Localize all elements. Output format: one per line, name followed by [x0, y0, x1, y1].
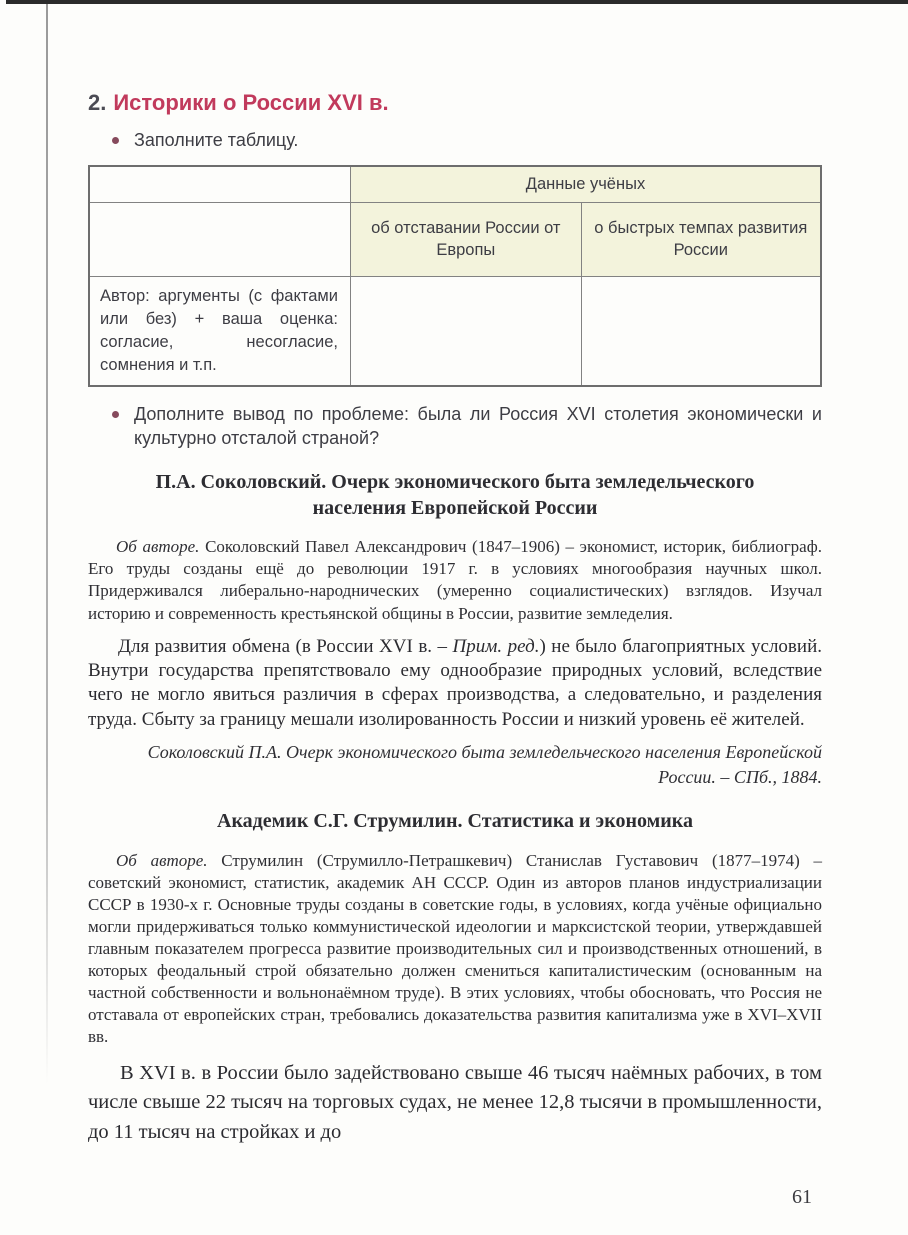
- source2-quote-paragraph: В XVI в. в России было задействовано свыше 46 тысяч наёмных рабочих, в том числе свыше 22 тысяч на торговых судах, не менее 12,8 тысячи в промышленности, до 11 тысяч на стройках и до: [88, 1061, 822, 1143]
- source1-citation: Соколовский П.А. Очерк экономического быта земледельческого населения Европейской России. – СПб., 1884.: [147, 741, 822, 788]
- task-item-conclusion: [112, 403, 822, 451]
- section-heading: [88, 90, 822, 116]
- table-cell-answer-fast: [581, 276, 821, 386]
- page-number: 61: [792, 1186, 812, 1208]
- quote-text: Для развития обмена (в России XVI в. –: [118, 635, 453, 657]
- table-header-fast-development: о быстрых темпах развития России: [581, 202, 821, 276]
- source2-heading: Академик С.Г. Струмилин. Статистика и экономика: [217, 810, 693, 833]
- scan-edge-top: [6, 0, 908, 4]
- task-text: Заполните таблицу.: [134, 130, 299, 151]
- bullet-icon: [112, 137, 119, 144]
- about-body: Соколовский Павел Александрович (1847–1906) – экономист, историк, библиограф. Его труды созданы ещё до революции 1917 г. в условиях многообразия научных школ. Придерживался либерально-народнических (умеренно социалистических) взглядов. Изучал историю и современность крестьянской общины в России, развитие земледелия.: [88, 537, 822, 623]
- table-row-label-author-arguments: Автор: аргументы (с фактами или без) + ваша оценка: согласие, несогласие, сомнения и т.п.: [89, 276, 351, 386]
- source2-about-paragraph: [88, 850, 822, 1049]
- quote-text: ) не было благоприятных условий. Внутри государства препятствовало ему однообразие природных условий, вследствие чего не могло явиться различия в сферах производства, а следовательно, и разделения труда. Сбыту за границу мешали изолированность России и низкий уровень её жителей.: [88, 635, 822, 730]
- bullet-icon: [112, 411, 119, 418]
- table-cell-answer-lag: [351, 276, 582, 386]
- section-number: 2.: [88, 90, 107, 115]
- editor-note: Прим. ред.: [452, 635, 540, 657]
- table-row: [89, 202, 821, 276]
- comparison-table: [88, 165, 822, 387]
- about-body: Струмилин (Струмилло-Петрашкевич) Станислав Густавович (1877–1974) – советский экономист, статистик, академик АН СССР. Один из авторов планов индустриализации СССР в 1930-х г. Основные труды созданы в советские годы, в условиях, когда учёные официально могли придерживаться только коммунистической идеологии и марксистской теории, утверждавшей главным показателем прогресса развитие производительных сил и производственных отношений, в которых феодальный строй обязательно должен смениться капиталистическим (основанным на частной собственности и вольнонаёмном труде). В этих условиях, чтобы обосновать, что Россия не отставала от европейских стран, требовались доказательства развития капитализма уже в XVI–XVII вв.: [88, 850, 823, 1047]
- table-cell-empty: [89, 202, 351, 276]
- about-lead: Об авторе.: [116, 850, 208, 870]
- table-row: [89, 166, 821, 202]
- source1-quote-paragraph: [88, 635, 822, 732]
- task-item-fill-table: [112, 129, 822, 153]
- table-header-lagging-russia: об отставании России от Европы: [351, 202, 582, 276]
- table-cell-empty: [89, 166, 351, 202]
- table-header-data-of-scholars: Данные учёных: [351, 166, 822, 202]
- source1-heading: П.А. Соколовский. Очерк экономического быта земледельческого населения Европейской России: [155, 470, 755, 519]
- page-content: [88, 90, 822, 1148]
- table-row: [89, 276, 821, 386]
- section-title: Историки о России XVI в.: [113, 90, 389, 115]
- about-lead: Об авторе.: [116, 537, 200, 557]
- task-text: Дополните вывод по проблеме: была ли Россия XVI столетия экономически и культурно отсталой страной?: [134, 404, 822, 448]
- scan-edge-left: [46, 4, 48, 1084]
- source1-about-paragraph: [88, 536, 822, 624]
